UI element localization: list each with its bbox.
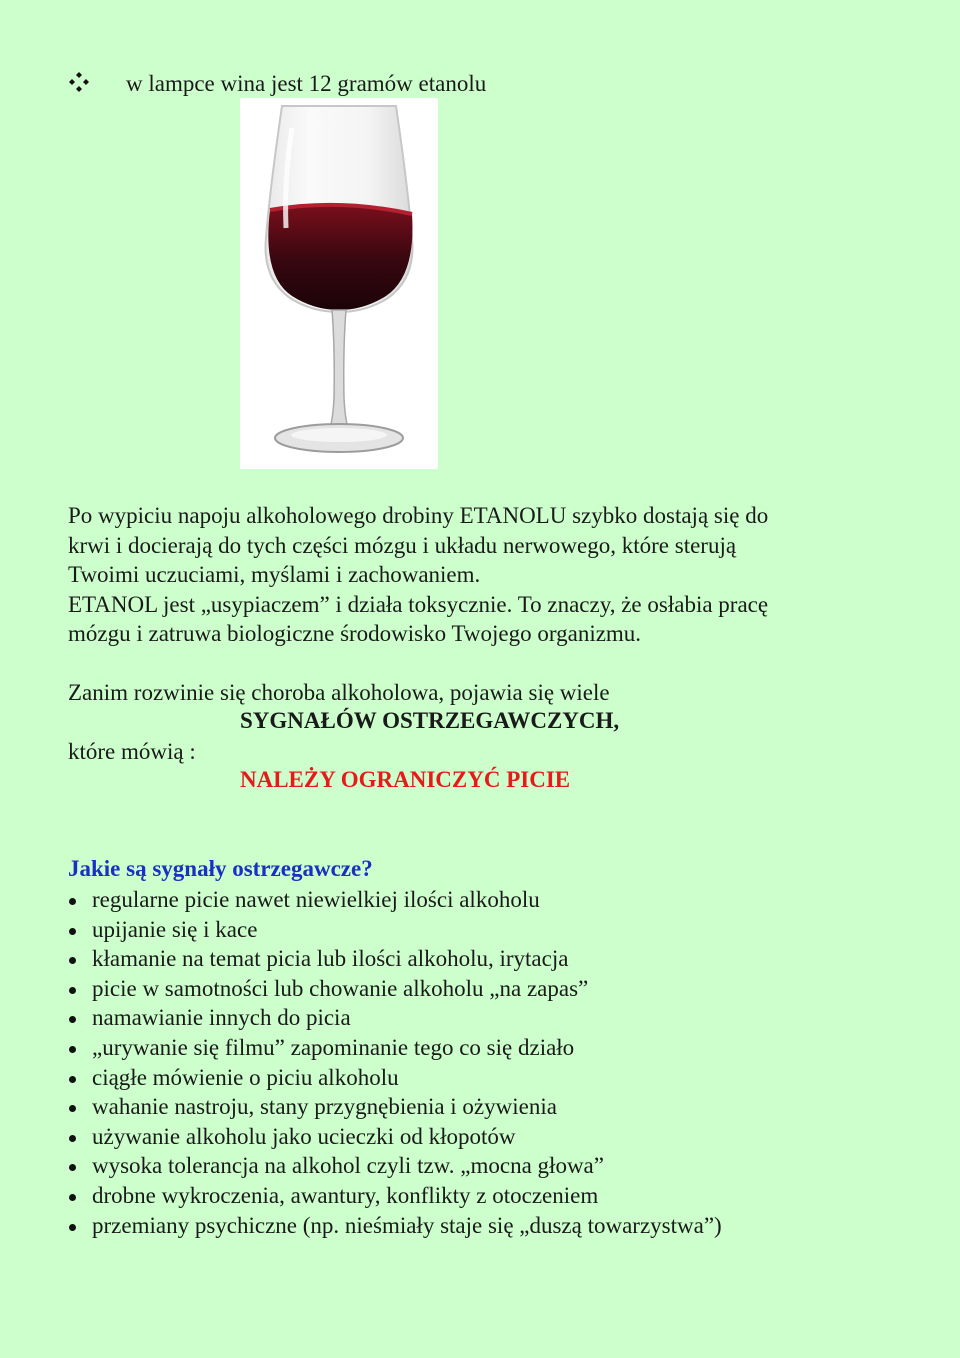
list-item bbox=[68, 1122, 722, 1152]
bullet-icon bbox=[69, 1016, 76, 1023]
bullet-icon bbox=[69, 987, 76, 994]
list-item-text: wahanie nastroju, stany przygnębienia i ożywienia bbox=[92, 1094, 557, 1120]
bullet-icon bbox=[69, 1105, 76, 1112]
bullet-icon bbox=[69, 1224, 76, 1231]
list-item-text: ciągłe mówienie o piciu alkoholu bbox=[92, 1064, 399, 1090]
paragraph-warning-intro bbox=[68, 678, 898, 708]
paragraph-line: Twoimi uczuciami, myślami i zachowaniem. bbox=[68, 562, 481, 587]
list-item bbox=[68, 1063, 722, 1093]
diamond-bullet-icon bbox=[68, 71, 90, 93]
list-item bbox=[68, 944, 722, 974]
list-item bbox=[68, 1211, 722, 1241]
list-item bbox=[68, 915, 722, 945]
list-item-text: drobne wykroczenia, awantury, konflikty z otoczeniem bbox=[92, 1182, 599, 1208]
paragraph-ethanol bbox=[68, 501, 898, 649]
bullet-icon bbox=[69, 898, 76, 905]
list-item bbox=[68, 1003, 722, 1033]
list-item-text: upijanie się i kace bbox=[92, 916, 258, 942]
list-item-text: namawianie innych do picia bbox=[92, 1005, 351, 1031]
bullet-icon bbox=[69, 1076, 76, 1083]
paragraph-which-say bbox=[68, 737, 898, 767]
bullet-icon bbox=[69, 1164, 76, 1171]
wine-glass-image bbox=[240, 98, 438, 469]
list-item-text: „urywanie się filmu” zapominanie tego co się działo bbox=[92, 1034, 575, 1060]
warning-signals-title: SYGNAŁÓW OSTRZEGAWCZYCH, bbox=[240, 708, 620, 733]
section-heading: Jakie są sygnały ostrzegawcze? bbox=[68, 856, 373, 881]
paragraph-line: które mówią : bbox=[68, 739, 196, 764]
bullet-icon bbox=[69, 1135, 76, 1142]
paragraph-line: Po wypiciu napoju alkoholowego drobiny ETANOLU szybko dostają się do bbox=[68, 503, 769, 528]
bullet-icon bbox=[69, 928, 76, 935]
intro-text: w lampce wina jest 12 gramów etanolu bbox=[126, 71, 487, 96]
list-item-text: wysoka tolerancja na alkohol czyli tzw. „mocna głowa” bbox=[92, 1153, 604, 1179]
paragraph-line: ETANOL jest „usypiaczem” i działa toksycznie. To znaczy, że osłabia pracę bbox=[68, 591, 769, 617]
list-item bbox=[68, 1092, 722, 1122]
list-item bbox=[68, 974, 722, 1004]
list-item-text: przemiany psychiczne (np. nieśmiały staje się „duszą towarzystwa”) bbox=[92, 1212, 722, 1238]
list-item bbox=[68, 885, 722, 915]
paragraph-line: krwi i docierają do tych części mózgu i układu nerwowego, które sterują bbox=[68, 532, 737, 558]
bullet-icon bbox=[69, 1194, 76, 1201]
bullet-icon bbox=[69, 1046, 76, 1053]
list-item bbox=[68, 1151, 722, 1181]
warning-signs-list bbox=[68, 885, 722, 1240]
list-item-text: używanie alkoholu jako ucieczki od kłopotów bbox=[92, 1123, 516, 1149]
list-item-text: kłamanie na temat picia lub ilości alkoholu, irytacja bbox=[92, 946, 569, 972]
paragraph-line: mózgu i zatruwa biologiczne środowisko Twojego organizmu. bbox=[68, 621, 642, 646]
bullet-icon bbox=[69, 957, 76, 964]
list-item-text: regularne picie nawet niewielkiej ilości alkoholu bbox=[92, 887, 540, 912]
list-item bbox=[68, 1033, 722, 1063]
limit-drinking-warning: NALEŻY OGRANICZYĆ PICIE bbox=[240, 767, 571, 792]
list-item-text: picie w samotności lub chowanie alkoholu „na zapas” bbox=[92, 975, 589, 1001]
list-item bbox=[68, 1181, 722, 1211]
paragraph-line: Zanim rozwinie się choroba alkoholowa, pojawia się wiele bbox=[68, 680, 610, 705]
